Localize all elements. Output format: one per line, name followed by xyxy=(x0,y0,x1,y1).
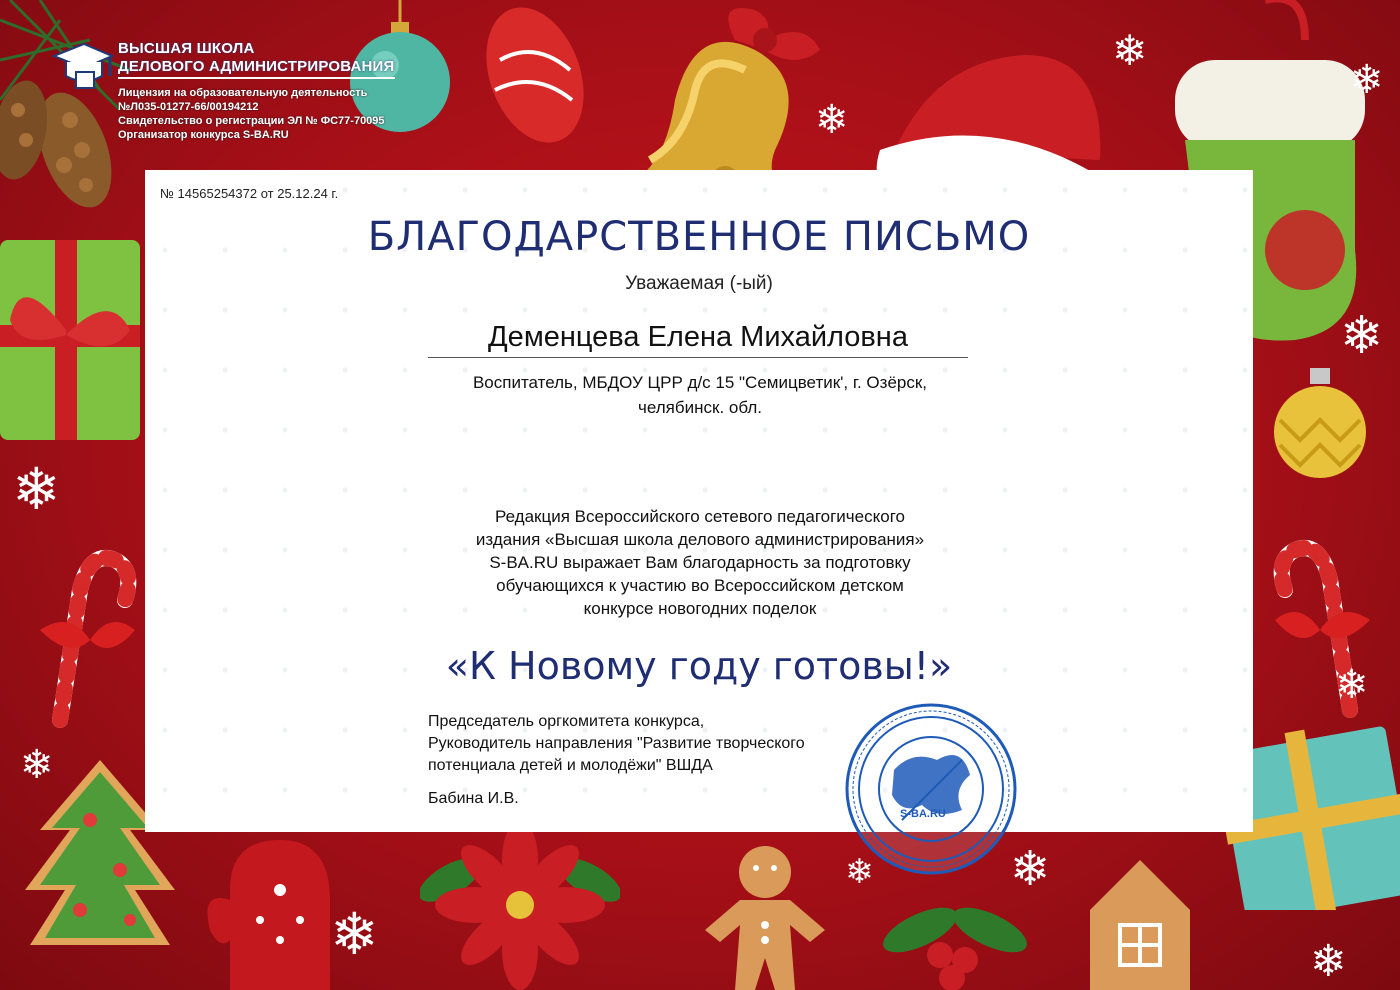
position-line: Воспитатель, МБДОУ ЦРР д/с 15 "Семицветик', г. Озёрск, xyxy=(472,373,928,392)
official-stamp xyxy=(842,700,1020,878)
mitten-decoration xyxy=(200,830,350,990)
organization-logo xyxy=(52,40,432,150)
snowflake-icon: ❄ xyxy=(845,852,874,892)
gingerbread-house-decoration xyxy=(1080,850,1200,990)
stamp-center-text: S-BA.RU xyxy=(900,808,946,820)
recipient-position xyxy=(380,370,1020,420)
recipient-name: Деменцева Елена Михайловна xyxy=(428,321,968,358)
body-line: S-BA.RU выражает Вам благодарность за подготовку xyxy=(489,553,911,572)
snowflake-icon: ❄ xyxy=(815,97,849,143)
logo-title-line1: ВЫСШАЯ ШКОЛА xyxy=(118,40,255,57)
candy-cane-left-decoration xyxy=(20,530,140,730)
license-line: №Л035-01277-66/00194212 xyxy=(118,101,259,113)
logo-title xyxy=(118,40,395,79)
greeting: Уважаемая (-ый) xyxy=(625,273,773,294)
red-ornament-decoration xyxy=(480,0,590,160)
snowflake-icon: ❄ xyxy=(1310,936,1347,987)
body-line: конкурсе новогодних поделок xyxy=(583,599,817,618)
poinsettia-decoration xyxy=(420,820,620,990)
gold-bauble-decoration xyxy=(1270,360,1370,485)
contest-name: «К Новому году готовы!» xyxy=(445,644,953,688)
snowflake-icon: ❄ xyxy=(1010,841,1051,897)
logo-title-line2: ДЕЛОВОГО АДМИНИСТРИРОВАНИЯ xyxy=(118,58,395,79)
holly-decoration xyxy=(880,880,1030,990)
license-line: Организатор конкурса S-BA.RU xyxy=(118,129,289,141)
snowflake-icon: ❄ xyxy=(1335,662,1369,708)
candy-cane-right-decoration xyxy=(1270,520,1390,720)
green-gift-decoration xyxy=(0,230,145,445)
gingerbread-man-decoration xyxy=(700,840,830,990)
snowflake-icon: ❄ xyxy=(1340,306,1384,366)
snowflake-icon: ❄ xyxy=(1112,26,1148,75)
signer-line: Руководитель направления "Развитие творческого xyxy=(428,735,805,752)
snowflake-icon: ❄ xyxy=(20,742,54,788)
gratitude-text xyxy=(390,505,1010,620)
signer-line: Председатель оргкомитета конкурса, xyxy=(428,713,705,730)
license-line: Лицензия на образовательную деятельность xyxy=(118,87,368,99)
license-info xyxy=(118,86,385,142)
signer-name: Бабина И.В. xyxy=(428,790,519,807)
snowflake-icon: ❄ xyxy=(12,455,61,523)
signer-position xyxy=(428,711,805,777)
signer-line: потенциала детей и молодёжи" ВШДА xyxy=(428,757,713,774)
body-line: Редакция Всероссийского сетевого педагогического xyxy=(495,507,905,526)
body-line: издания «Высшая школа делового администрирования» xyxy=(475,530,925,549)
position-line: челябинск. обл. xyxy=(638,398,762,417)
snowflake-icon: ❄ xyxy=(330,900,379,968)
document-number: № 14565254372 от 25.12.24 г. xyxy=(160,186,339,201)
body-line: обучающихся к участию во Всероссийском детском xyxy=(496,576,904,595)
certificate-title: БЛАГОДАРСТВЕННОЕ ПИСЬМО xyxy=(367,214,1031,260)
graduation-cap-icon xyxy=(52,42,114,92)
snowflake-icon: ❄ xyxy=(1350,57,1384,103)
license-line: Свидетельство о регистрации ЭЛ № ФС77-70095 xyxy=(118,115,385,127)
